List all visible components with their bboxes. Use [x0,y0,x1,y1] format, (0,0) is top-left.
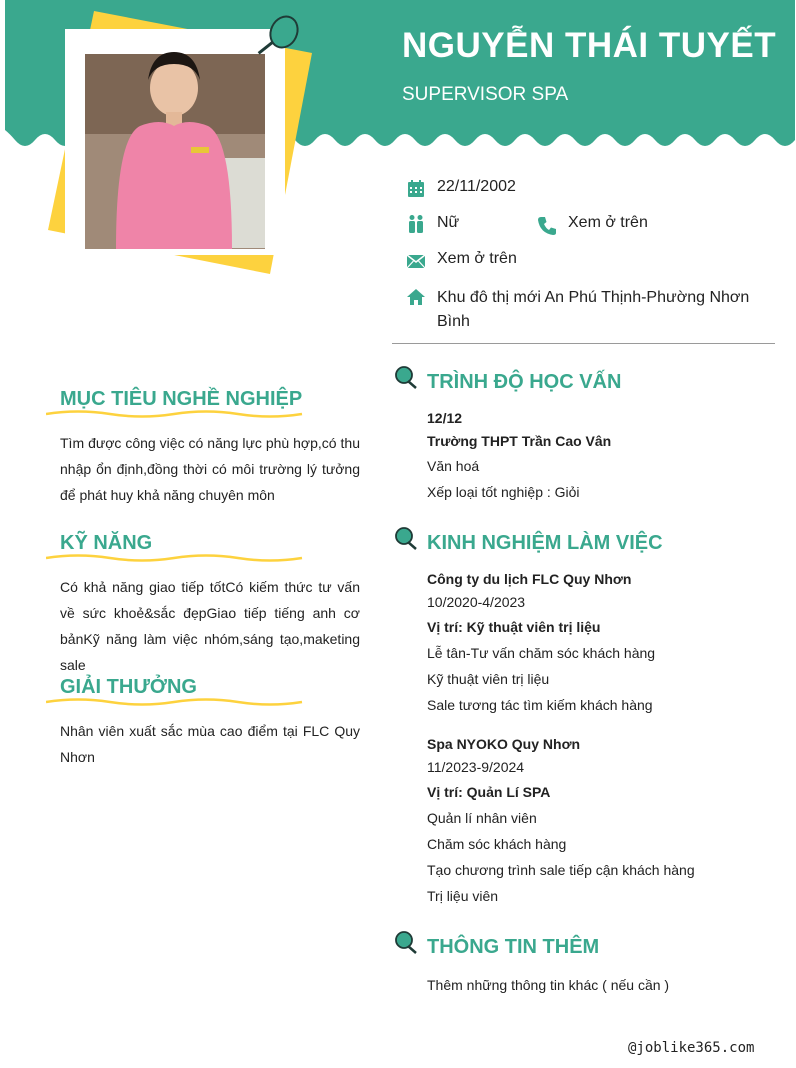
calendar-icon [406,179,426,199]
skills-text: Có khả năng giao tiếp tốtCó kiếm thức tư vấn về sức khoẻ&sắc đẹpGiao tiếp tiếng anh cơ bảnKỹ năng làm việc nhóm,sáng tạo,maketing sale [60,579,360,673]
education-period: 12/12 [427,410,463,426]
pushpin-icon [392,365,418,391]
profile-photo-frame [44,8,314,278]
email-icon [406,251,426,271]
email-value: Xem ở trên [437,250,517,267]
phone-value: Xem ở trên [568,214,648,231]
job-duty: Kỹ thuật viên trị liệu [427,671,550,687]
phone-icon [537,216,557,236]
address-value: Khu đô thị mới An Phú Thịnh-Phường Nhơn Bình [437,289,750,330]
job-position: Vị trí: Quản Lí SPA [427,784,551,800]
job-company: Công ty du lịch FLC Quy Nhơn [427,571,632,587]
job-company: Spa NYOKO Quy Nhơn [427,736,581,752]
job-period: 11/2023-9/2024 [427,759,525,775]
education-major: Văn hoá [427,458,480,474]
job-duty: Trị liệu viên [427,888,499,904]
home-icon [406,287,426,307]
candidate-name: NGUYỄN THÁI TUYẾT [402,26,777,65]
awards-text: Nhân viên xuất sắc mùa cao điểm tại FLC Quy Nhơn [60,723,360,765]
extra-text: Thêm những thông tin khác ( nếu cần ) [427,977,670,993]
job-duty: Tạo chương trình sale tiếp cận khách hàng [427,862,695,878]
education-title: TRÌNH ĐỘ HỌC VẤN [427,371,622,393]
birthday-value: 22/11/2002 [437,178,516,195]
awards-underline [46,696,304,708]
awards-title: GIẢI THƯỞNG [60,676,197,698]
gender-icon [406,214,426,234]
experience-title: KINH NGHIỆM LÀM VIỆC [427,532,663,554]
job-duty: Sale tương tác tìm kiếm khách hàng [427,697,653,713]
pushpin-icon [392,526,418,552]
job-duty: Chăm sóc khách hàng [427,836,567,852]
education-grade: Xếp loại tốt nghiệp : Giỏi [427,484,580,500]
skills-underline [46,552,304,564]
profile-photo [85,52,265,249]
pushpin-icon [392,930,418,956]
contact-divider [392,343,775,344]
objective-text: Tìm được công việc có năng lực phù hợp,có thu nhập ổn định,đồng thời có môi trường lý tưởng để phát huy khả năng chuyên môn [60,435,360,503]
objective-title: MỤC TIÊU NGHỀ NGHIỆP [60,388,303,410]
job-period: 10/2020-4/2023 [427,594,526,610]
gender-value: Nữ [437,214,460,231]
footer-watermark: @joblike365.com [628,1040,755,1056]
job-duty: Lễ tân-Tư vấn chăm sóc khách hàng [427,645,656,661]
job-duty: Quản lí nhân viên [427,810,537,826]
candidate-role: SUPERVISOR SPA [402,84,569,105]
job-position: Vị trí: Kỹ thuật viên trị liệu [427,619,601,635]
education-school: Trường THPT Trần Cao Vân [427,433,612,449]
skills-title: KỸ NĂNG [60,532,153,554]
extra-title: THÔNG TIN THÊM [427,936,600,958]
objective-underline [46,408,304,420]
